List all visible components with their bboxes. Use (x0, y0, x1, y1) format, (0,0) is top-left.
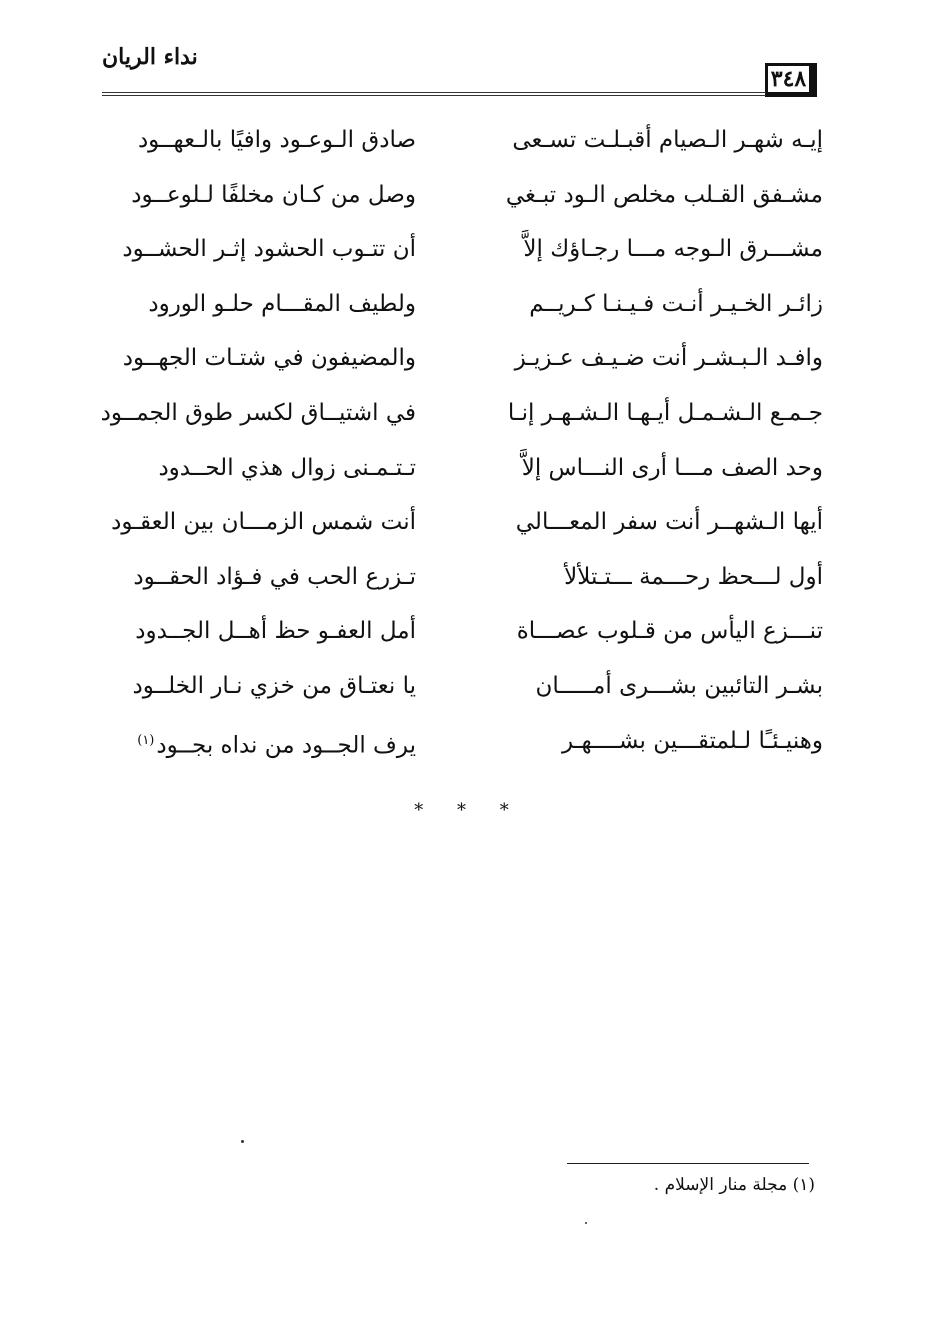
verse-first-hemistich: أول لـــحظ رحـــمة ـــتـتلألأ (564, 563, 823, 590)
verse-first-hemistich: مشـفق القـلب مخلص الـود تبـغي (505, 181, 823, 208)
verse-first-hemistich: وافـد الـبـشـر أنت ضـيـف عـزيـز (514, 345, 823, 372)
verse-first-hemistich: مشـــرق الـوجه مـــا رجـاؤك إلاَّ (523, 236, 823, 263)
verse-second-hemistich: تـتـمـنى زوال هذي الحــدود (158, 454, 416, 481)
verse (90, 557, 825, 612)
verse (90, 120, 825, 175)
page-number: ٣٤٨ (770, 66, 807, 92)
verse-first-hemistich: وهنيـئـًا لـلمتقـــين بشــــهـر (562, 727, 823, 754)
verse-first-hemistich: تنـــزع اليأس من قـلوب عصـــاة (516, 618, 823, 645)
footnote: (١) مجلة منار الإسلام . (653, 1175, 815, 1195)
verse-first-hemistich: إيـه شهـر الـصيام أقبـلـت تسـعى (512, 127, 823, 153)
verse-first-hemistich: أيها الـشهــر أنت سفر المعـــالي (515, 509, 823, 536)
verse (90, 721, 825, 776)
verse-second-hemistich: يا نعتـاق من خزي نـار الخلــود (132, 672, 416, 699)
verse-second-hemistich-text: يرف الجــود من نداه بجــود (156, 732, 416, 759)
verse-second-hemistich: صادق الـوعـود وافيًا بالـعهــود (137, 127, 416, 153)
verse-second-hemistich: ولطيف المقـــام حلـو الورود (148, 290, 416, 317)
verse-second-hemistich: وصل من كـان مخلفًا لـلوعــود (131, 181, 416, 208)
verse (90, 284, 825, 339)
running-head-title: نداء الريان (102, 44, 198, 70)
verse-second-hemistich: والمضيفون في شتـات الجهــود (122, 345, 416, 372)
verse (90, 229, 825, 284)
scan-speck (241, 1140, 244, 1143)
page-number-box (765, 63, 817, 97)
verse (90, 393, 825, 448)
verse-second-hemistich: أمل العفـو حظ أهــل الجــدود (135, 618, 416, 645)
section-separator: * * * (414, 800, 523, 821)
verse-first-hemistich: زائـر الخـيـر أنـت فـيـنـا كـريــم (529, 290, 823, 317)
verse (90, 666, 825, 721)
scan-speck (585, 1222, 587, 1224)
verse-second-hemistich: أنت شمس الزمـــان بين العقـود (111, 509, 416, 536)
footnote-marker: (١) (137, 732, 155, 748)
verse-first-hemistich: وحد الصف مـــا أرى النـــاس إلاَّ (521, 454, 823, 481)
verse (90, 448, 825, 503)
verse-second-hemistich: أن تتـوب الحشود إثـر الحشــود (122, 236, 416, 263)
verse-second-hemistich: في اشتيــاق لكسر طوق الجمــود (100, 399, 416, 426)
verse (90, 502, 825, 557)
verse (90, 611, 825, 666)
verse-first-hemistich: بشـر التائبين بشـــرى أمـــــان (535, 672, 823, 699)
verse-second-hemistich: تـزرع الحب في فـؤاد الحقــود (133, 563, 416, 590)
footnote-rule (567, 1163, 809, 1164)
verse-first-hemistich: جـمـع الـشـمـل أيـهـا الـشـهـر إنـا (507, 399, 823, 426)
verse (90, 338, 825, 393)
poem (90, 120, 825, 775)
verse-second-hemistich (98, 721, 416, 766)
header-rule (102, 92, 766, 96)
verse (90, 175, 825, 230)
